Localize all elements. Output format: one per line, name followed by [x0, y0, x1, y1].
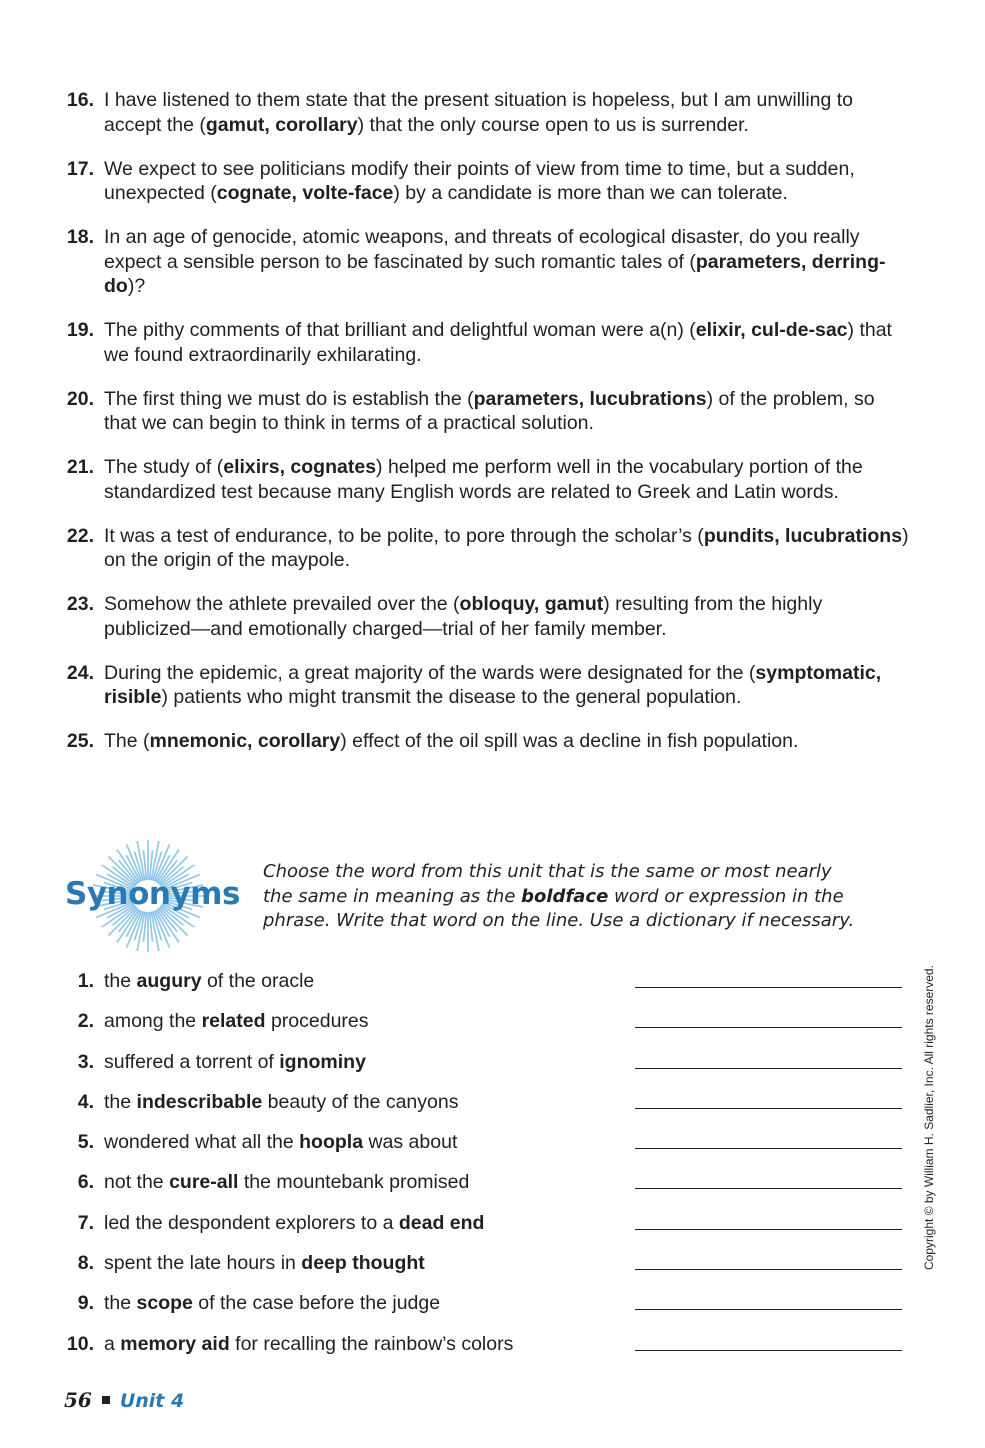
item-number: 2.	[77, 1010, 94, 1033]
synonym-list	[60, 968, 902, 1371]
synonyms-logo	[60, 838, 240, 956]
exercise-item: 23. Somehow the athlete prevailed over the (obloquy, gamut) resulting from the highly publicized—and emotionally charged—trial of her family member.	[60, 592, 910, 641]
item-number: 5.	[77, 1131, 94, 1154]
item-number: 18.	[66, 226, 94, 248]
item-number: 21.	[66, 456, 94, 478]
target-word: dead end	[398, 1211, 485, 1234]
synonym-item: 5. wondered what all the hoopla was about	[60, 1129, 902, 1169]
target-word: memory aid	[120, 1332, 230, 1355]
item-number: 1.	[77, 970, 94, 992]
item-number: 6.	[77, 1171, 94, 1194]
exercise-item: 21. The study of (elixirs, cognates) helped me perform well in the vocabulary portion of the standardized test because many English words are related to Greek and Latin words.	[60, 455, 910, 504]
item-number: 8.	[77, 1252, 94, 1275]
synonym-item: 3. suffered a torrent of ignominy	[60, 1049, 902, 1089]
item-number: 9.	[77, 1292, 94, 1315]
target-word: hoopla	[299, 1131, 364, 1154]
synonym-item: 4. the indescribable beauty of the canyons	[60, 1089, 902, 1129]
exercise-item: 16. I have listened to them state that the present situation is hopeless, but I am unwilling to accept the (gamut, corollary) that the only course open to us is surrender.	[60, 88, 910, 137]
answer-line[interactable]	[635, 1068, 902, 1069]
target-word: cure-all	[169, 1171, 239, 1194]
item-number: 10.	[66, 1332, 94, 1355]
word-choices: cognate, volte-face	[216, 182, 394, 204]
word-choices: gamut, corollary	[205, 113, 358, 136]
answer-line[interactable]	[635, 1148, 902, 1149]
page-footer	[64, 1388, 184, 1412]
item-number: 7.	[77, 1211, 94, 1234]
item-number: 17.	[66, 157, 94, 180]
answer-line[interactable]	[635, 1229, 902, 1230]
target-word: augury	[136, 970, 202, 992]
answer-line[interactable]	[635, 1309, 902, 1310]
exercise-item: 20. The first thing we must do is establish the (parameters, lucubrations) of the problem, so that we can begin to think in terms of a practical solution.	[60, 387, 910, 436]
target-word: related	[201, 1010, 266, 1033]
item-number: 4.	[77, 1090, 94, 1113]
synonym-item: 6. not the cure-all the mountebank promised	[60, 1169, 902, 1209]
item-number: 16.	[66, 89, 94, 111]
synonym-item: 7. led the despondent explorers to a dead end	[60, 1210, 902, 1250]
word-choices: pundits, lucubrations	[703, 524, 903, 547]
item-number: 25.	[66, 730, 94, 752]
answer-line[interactable]	[635, 1269, 902, 1270]
section-title: Synonyms	[65, 876, 240, 912]
synonym-item: 9. the scope of the case before the judge	[60, 1290, 902, 1330]
answer-line[interactable]	[635, 987, 902, 988]
answer-line[interactable]	[635, 1188, 902, 1189]
exercise-item: 19. The pithy comments of that brilliant and delightful woman were a(n) (elixir, cul-de-sac) that we found extraordinarily exhilarating.	[60, 318, 910, 367]
exercise-item: 25. The (mnemonic, corollary) effect of the oil spill was a decline in fish population.	[60, 729, 910, 754]
word-choices: parameters, lucubrations	[473, 387, 707, 410]
word-choices: symptomatic, risible	[104, 661, 882, 708]
page-number: 56	[64, 1388, 92, 1412]
answer-line[interactable]	[635, 1027, 902, 1028]
item-number: 3.	[77, 1050, 94, 1073]
item-number: 24.	[66, 661, 94, 684]
word-choices: mnemonic, corollary	[149, 730, 341, 752]
answer-line[interactable]	[635, 1108, 902, 1109]
synonym-item: 10. a memory aid for recalling the rainbow’s colors	[60, 1331, 902, 1371]
word-choices: parameters, derring-do	[104, 250, 886, 297]
word-choices: obloquy, gamut	[459, 593, 604, 615]
item-number: 22.	[66, 524, 94, 547]
exercise-item: 22. It was a test of endurance, to be polite, to pore through the scholar’s (pundits, lucubrations) on the origin of the maypole.	[60, 524, 910, 573]
item-number: 20.	[66, 387, 94, 410]
copyright-notice: Copyright © by William H. Sadlier, Inc. All rights reserved.	[922, 965, 936, 1270]
item-number: 19.	[66, 319, 94, 341]
exercise-item: 24. During the epidemic, a great majority of the wards were designated for the (symptomatic, risible) patients who might transmit the disease to the general population.	[60, 661, 910, 710]
exercise-item: 18. In an age of genocide, atomic weapons, and threats of ecological disaster, do you really expect a sensible person to be fascinated by such romantic tales of (parameters, derring-do)?	[60, 225, 910, 299]
target-word: deep thought	[301, 1252, 425, 1275]
unit-label: Unit 4	[119, 1390, 185, 1412]
section-instructions: Choose the word from this unit that is the same or most nearly the same in meaning as the boldface word or expression in the phrase. Write that word on the line. Use a dictionary if necessary.	[263, 861, 855, 931]
synonym-item: 1. the augury of the oracle	[60, 968, 902, 1008]
target-word: indescribable	[136, 1090, 263, 1113]
exercise-list	[60, 88, 910, 773]
target-word: ignominy	[279, 1050, 366, 1073]
bullet-square-icon	[102, 1396, 110, 1404]
answer-line[interactable]	[635, 1350, 902, 1351]
word-choices: elixirs, cognates	[223, 456, 377, 478]
item-number: 23.	[66, 593, 94, 615]
synonym-item: 2. among the related procedures	[60, 1008, 902, 1048]
exercise-item: 17. We expect to see politicians modify their points of view from time to time, but a sudden, unexpected (cognate, volte-face) by a candidate is more than we can tolerate.	[60, 157, 910, 206]
word-choices: elixir, cul-de-sac	[695, 319, 848, 341]
synonym-item: 8. spent the late hours in deep thought	[60, 1250, 902, 1290]
target-word: scope	[136, 1292, 193, 1315]
